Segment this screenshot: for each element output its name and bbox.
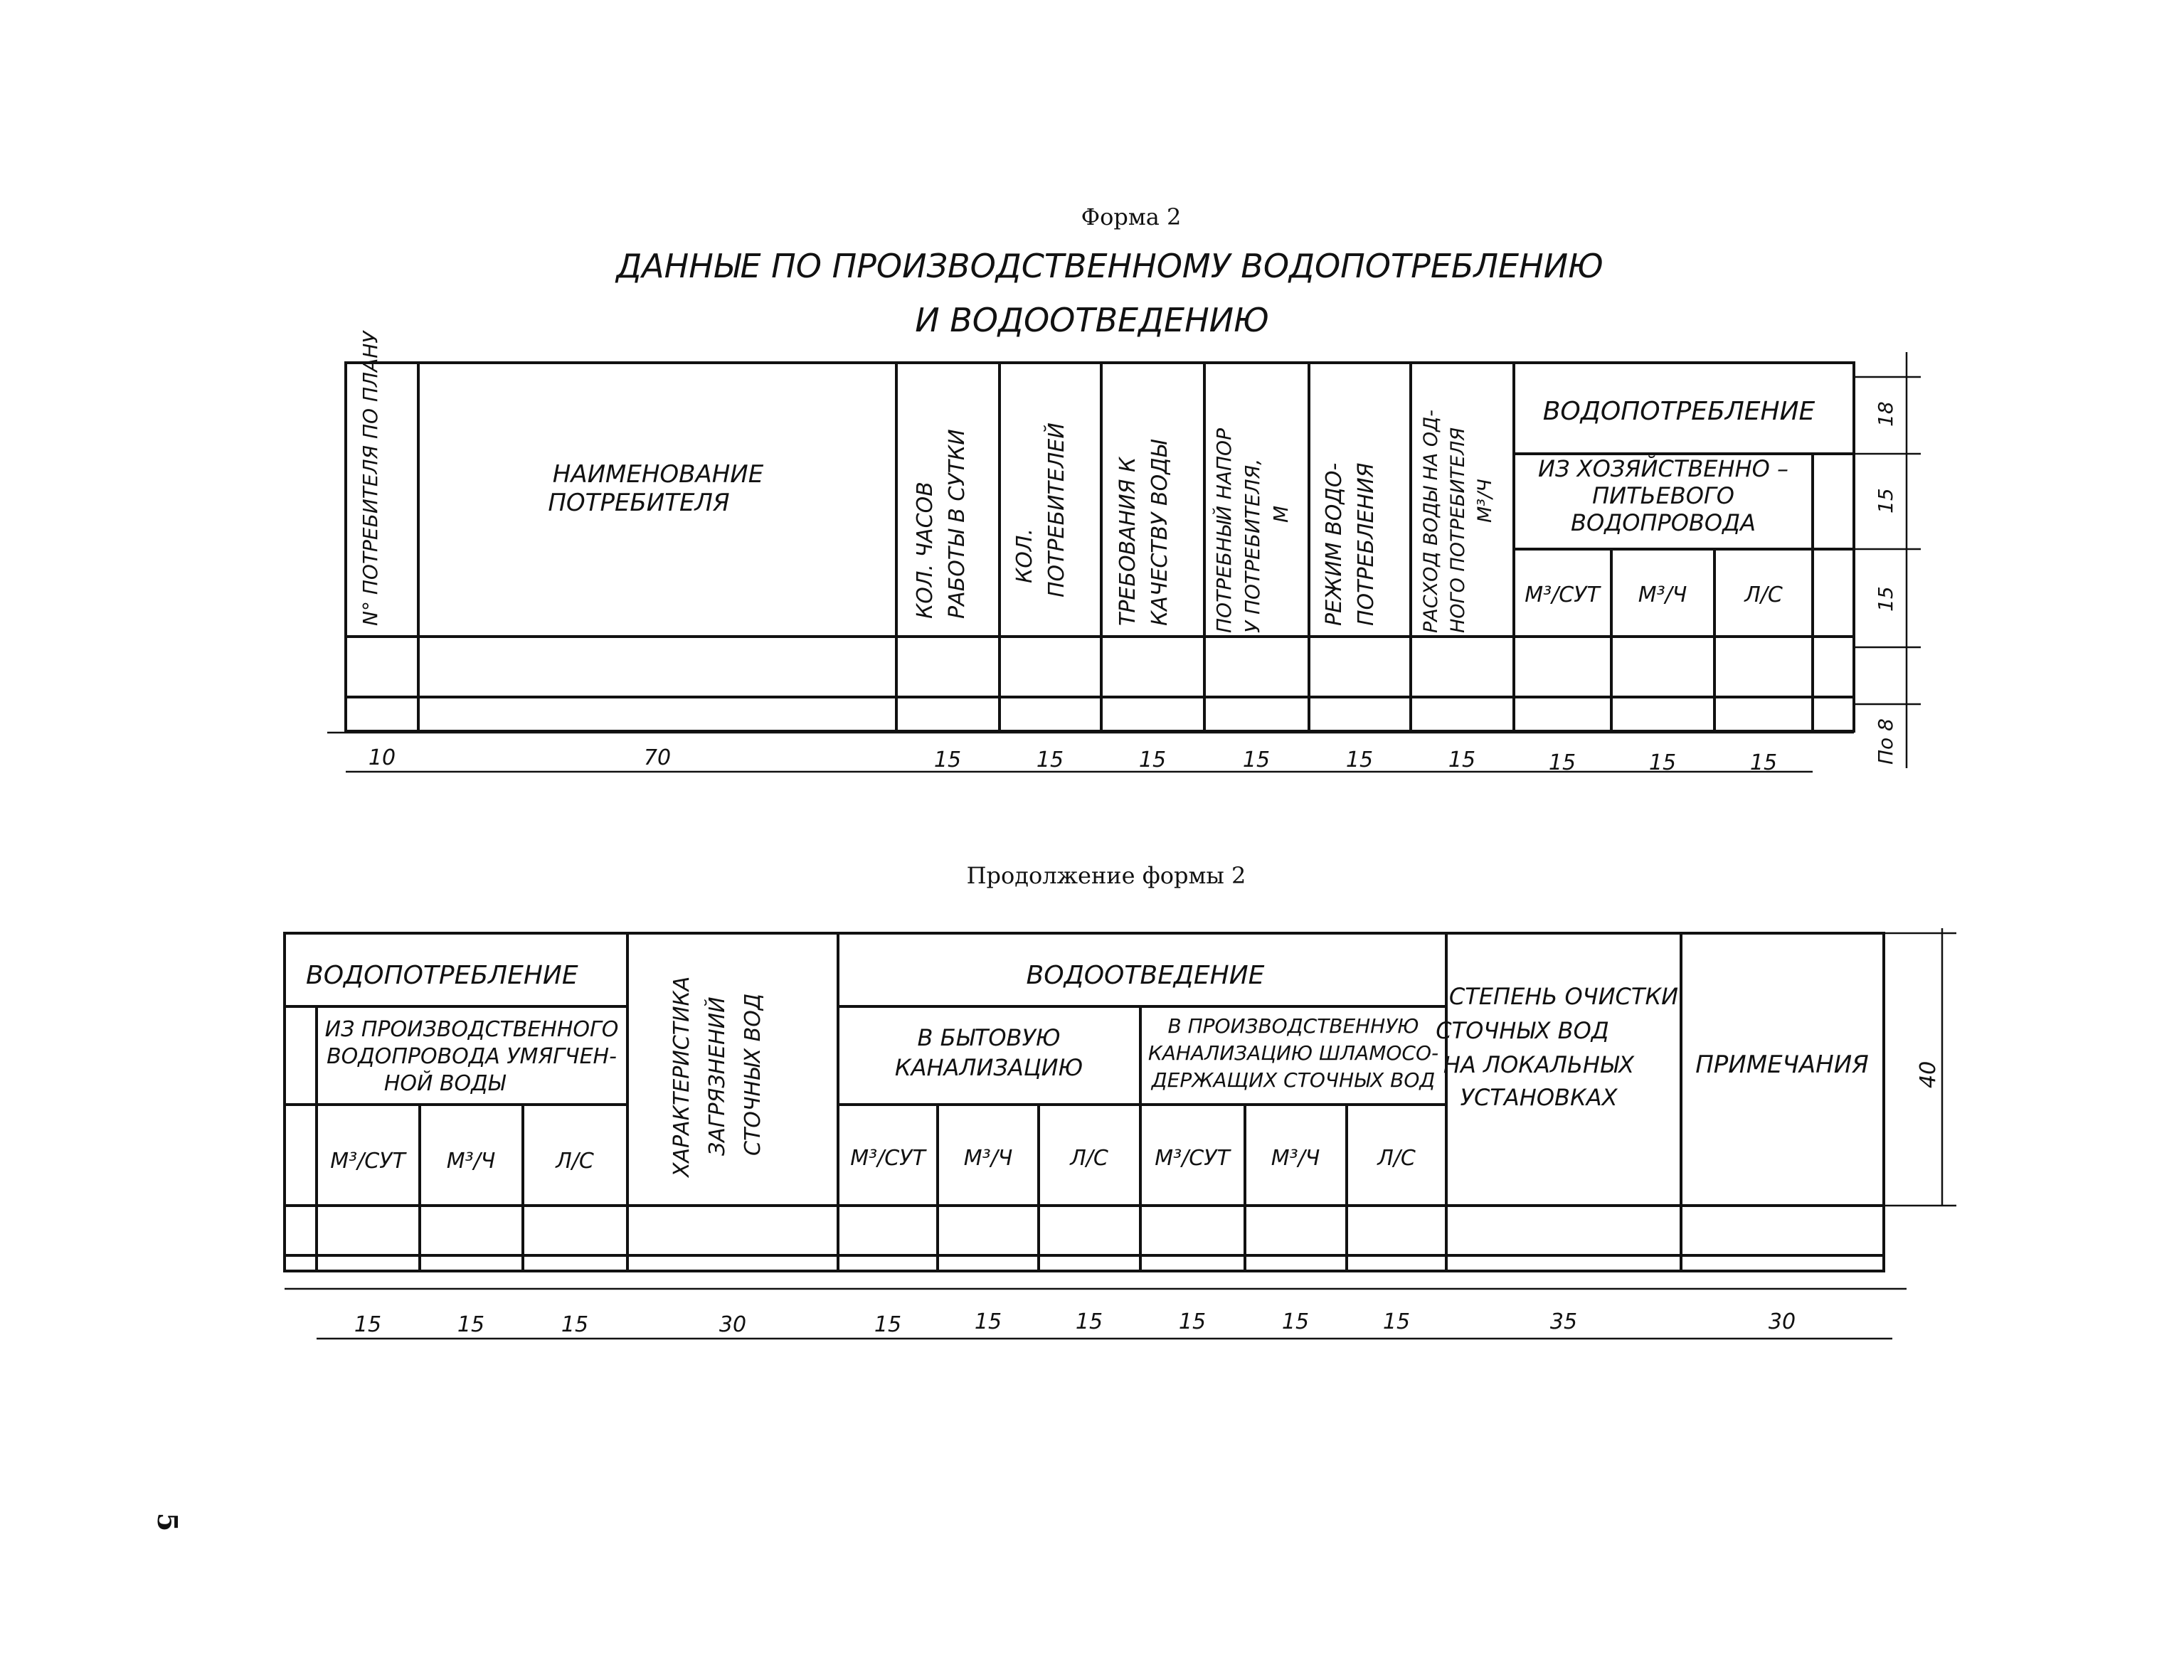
svg-text:Л/С: Л/С	[556, 1149, 594, 1174]
t2-water-use-sub-l1: ИЗ ПРОИЗВОДСТВЕННОГО	[324, 1017, 619, 1042]
svg-text:15: 15	[1874, 586, 1897, 612]
page-number: 5	[152, 1512, 184, 1532]
t2-cleaning-l1: СТЕПЕНЬ ОЧИСТКИ	[1448, 983, 1679, 1010]
t1-col-head-l1: ПОТРЕБНЫЙ НАПОР	[1212, 428, 1236, 633]
t1-col-flow-l1: РАСХОД ВОДЫ НА ОД-	[1420, 409, 1442, 633]
svg-text:10: 10	[368, 745, 396, 770]
form-label: Форма 2	[1081, 203, 1182, 230]
t1-height-dimensions	[1874, 401, 1897, 765]
svg-text:М³/Ч: М³/Ч	[1271, 1146, 1320, 1171]
svg-text:15: 15	[561, 1312, 589, 1337]
t1-col-quality-l1: ТРЕБОВАНИЯ К	[1115, 457, 1140, 626]
svg-text:Л/С: Л/С	[1377, 1146, 1416, 1171]
svg-text:По 8: По 8	[1874, 718, 1897, 765]
t1-width-dimensions	[369, 745, 1777, 775]
svg-text:15: 15	[974, 1309, 1002, 1334]
svg-text:15: 15	[1548, 750, 1576, 775]
t1-unit-l-sec: Л/С	[1744, 583, 1783, 607]
t2-unit-headers	[330, 1146, 1416, 1174]
t1-subgroup-l3: ВОДОПРОВОДА	[1571, 509, 1756, 536]
svg-text:М³/Ч: М³/Ч	[963, 1146, 1013, 1171]
svg-text:М³/СУТ: М³/СУТ	[1155, 1146, 1230, 1171]
continuation-label: Продолжение формы 2	[966, 862, 1246, 889]
t2-water-use-header: ВОДОПОТРЕБЛЕНИЕ	[306, 961, 578, 990]
svg-text:15: 15	[1874, 488, 1897, 514]
page-title-line1: ДАННЫЕ ПО ПРОИЗВОДСТВЕННОМУ ВОДОПОТРЕБЛЕНИЮ	[616, 247, 1603, 285]
svg-text:Л/С: Л/С	[1070, 1146, 1108, 1171]
svg-text:30: 30	[719, 1312, 747, 1337]
t1-subgroup-l1: ИЗ ХОЗЯЙСТВЕННО –	[1538, 455, 1788, 482]
t2-cleaning-l3: НА ЛОКАЛЬНЫХ	[1443, 1051, 1635, 1078]
t2-domestic-l2: КАНАЛИЗАЦИЮ	[894, 1054, 1083, 1081]
svg-text:15: 15	[1345, 748, 1374, 772]
svg-text:35: 35	[1549, 1309, 1578, 1334]
svg-text:М³/СУТ: М³/СУТ	[850, 1146, 926, 1171]
t1-col-flow-l3: М³/Ч	[1474, 479, 1496, 523]
t2-industrial-l1: В ПРОИЗВОДСТВЕННУЮ	[1167, 1014, 1419, 1038]
svg-text:15: 15	[1036, 748, 1064, 772]
svg-text:15: 15	[933, 748, 962, 772]
t1-unit-m3-day: М³/СУТ	[1525, 583, 1600, 607]
t1-col-head-l2: У ПОТРЕБИТЕЛЯ,	[1241, 458, 1264, 633]
t1-col-num-header: N° ПОТРЕБИТЕЛЯ ПО ПЛАНУ	[359, 331, 382, 626]
t2-pollution-l1: ХАРАКТЕРИСТИКА	[669, 976, 694, 1177]
svg-text:15: 15	[1382, 1309, 1411, 1334]
svg-text:30: 30	[1768, 1309, 1796, 1334]
svg-text:15: 15	[354, 1312, 382, 1337]
t1-col-mode-l1: РЕЖИМ ВОДО-	[1322, 462, 1347, 626]
t2-height-dimension: 40	[1916, 1060, 1941, 1088]
svg-text:18: 18	[1874, 401, 1897, 427]
t1-col-count-l2: ПОТРЕБИТЕЛЕЙ	[1044, 422, 1069, 597]
t1-col-flow-l2: НОГО ПОТРЕБИТЕЛЯ	[1447, 427, 1469, 633]
page-title-line2: И ВОДООТВЕДЕНИЮ	[915, 301, 1269, 339]
svg-text:15: 15	[1178, 1309, 1207, 1334]
t2-pollution-l3: СТОЧНЫХ ВОД	[741, 993, 765, 1156]
svg-text:15: 15	[1648, 750, 1677, 775]
t2-notes-header: ПРИМЕЧАНИЯ	[1695, 1051, 1869, 1079]
t2-cleaning-l2: СТОЧНЫХ ВОД	[1436, 1017, 1609, 1044]
t1-col-name-header-l2: ПОТРЕБИТЕЛЯ	[548, 489, 730, 517]
t2-disposal-header: ВОДООТВЕДЕНИЕ	[1026, 961, 1265, 990]
svg-text:15: 15	[1138, 748, 1167, 772]
svg-text:М³/Ч: М³/Ч	[446, 1149, 496, 1174]
svg-text:М³/СУТ: М³/СУТ	[330, 1149, 405, 1174]
t2-cleaning-l4: УСТАНОВКАХ	[1460, 1084, 1618, 1111]
t1-col-hours-l2: РАБОТЫ В СУТКИ	[945, 429, 970, 619]
svg-text:15: 15	[457, 1312, 485, 1337]
svg-text:70: 70	[643, 745, 672, 770]
t1-group-header: ВОДОПОТРЕБЛЕНИЕ	[1542, 397, 1815, 426]
t1-col-count-l1: КОЛ.	[1012, 528, 1037, 583]
t2-water-use-sub-l3: НОЙ ВОДЫ	[383, 1071, 506, 1096]
t2-industrial-l3: ДЕРЖАЩИХ СТОЧНЫХ ВОД	[1151, 1068, 1436, 1092]
t2-pollution-l2: ЗАГРЯЗНЕНИЙ	[705, 996, 730, 1156]
t1-col-mode-l2: ПОТРЕБЛЕНИЯ	[1354, 462, 1379, 626]
t1-col-head-l3: М	[1269, 505, 1293, 523]
t1-unit-m3-hour: М³/Ч	[1638, 583, 1687, 607]
t1-col-hours-l1: КОЛ. ЧАСОВ	[913, 482, 938, 619]
svg-text:15: 15	[874, 1312, 902, 1337]
t2-water-use-sub-l2: ВОДОПРОВОДА УМЯГЧЕН-	[327, 1044, 617, 1069]
svg-text:15: 15	[1075, 1309, 1103, 1334]
t2-domestic-l1: В БЫТОВУЮ	[917, 1024, 1061, 1051]
t1-col-quality-l2: КАЧЕСТВУ ВОДЫ	[1147, 440, 1172, 626]
svg-text:15: 15	[1448, 748, 1476, 772]
t1-subgroup-l2: ПИТЬЕВОГО	[1592, 482, 1734, 509]
svg-text:15: 15	[1242, 748, 1271, 772]
t1-col-name-header-l1: НАИМЕНОВАНИЕ	[552, 460, 764, 489]
svg-text:15: 15	[1749, 750, 1778, 775]
t2-width-dimensions	[354, 1309, 1796, 1337]
t2-industrial-l2: КАНАЛИЗАЦИЮ ШЛАМОСО-	[1147, 1041, 1439, 1065]
svg-text:15: 15	[1281, 1309, 1310, 1334]
